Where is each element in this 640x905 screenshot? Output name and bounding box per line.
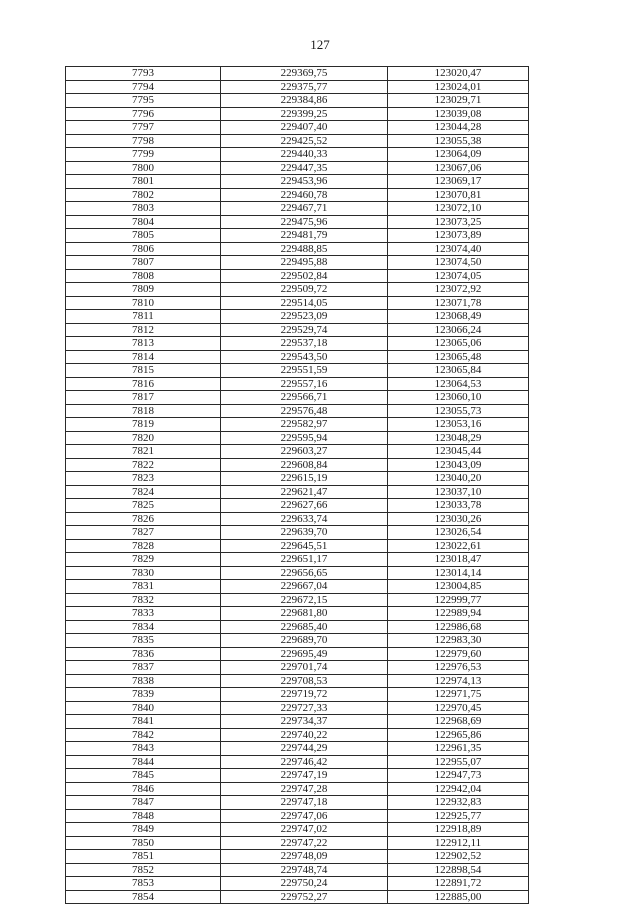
y-coordinate-cell: 122932,83 (388, 796, 529, 810)
point-number-cell: 7803 (66, 202, 221, 216)
y-coordinate-cell: 123053,16 (388, 418, 529, 432)
point-number-cell: 7812 (66, 323, 221, 337)
table-row (66, 782, 529, 796)
y-coordinate-cell: 123071,78 (388, 296, 529, 310)
coordinates-table (65, 66, 529, 904)
x-coordinate-cell: 229384,86 (221, 94, 388, 108)
table-row (66, 121, 529, 135)
x-coordinate-cell: 229603,27 (221, 445, 388, 459)
point-number-cell: 7802 (66, 188, 221, 202)
point-number-cell: 7801 (66, 175, 221, 189)
table-row (66, 94, 529, 108)
x-coordinate-cell: 229453,96 (221, 175, 388, 189)
table-row (66, 688, 529, 702)
y-coordinate-cell: 123073,89 (388, 229, 529, 243)
x-coordinate-cell: 229375,77 (221, 80, 388, 94)
point-number-cell: 7816 (66, 377, 221, 391)
table-row (66, 580, 529, 594)
point-number-cell: 7810 (66, 296, 221, 310)
table-row (66, 593, 529, 607)
y-coordinate-cell: 122986,68 (388, 620, 529, 634)
x-coordinate-cell: 229502,84 (221, 269, 388, 283)
point-number-cell: 7824 (66, 485, 221, 499)
point-number-cell: 7818 (66, 404, 221, 418)
y-coordinate-cell: 122970,45 (388, 701, 529, 715)
x-coordinate-cell: 229460,78 (221, 188, 388, 202)
table-row (66, 364, 529, 378)
x-coordinate-cell: 229747,18 (221, 796, 388, 810)
x-coordinate-cell: 229744,29 (221, 742, 388, 756)
x-coordinate-cell: 229701,74 (221, 661, 388, 675)
point-number-cell: 7842 (66, 728, 221, 742)
x-coordinate-cell: 229595,94 (221, 431, 388, 445)
y-coordinate-cell: 122955,07 (388, 755, 529, 769)
table-row (66, 890, 529, 904)
table-row (66, 445, 529, 459)
x-coordinate-cell: 229747,02 (221, 823, 388, 837)
x-coordinate-cell: 229695,49 (221, 647, 388, 661)
y-coordinate-cell: 123043,09 (388, 458, 529, 472)
x-coordinate-cell: 229627,66 (221, 499, 388, 513)
table-body (66, 67, 529, 904)
point-number-cell: 7852 (66, 863, 221, 877)
x-coordinate-cell: 229551,59 (221, 364, 388, 378)
y-coordinate-cell: 123014,14 (388, 566, 529, 580)
x-coordinate-cell: 229639,70 (221, 526, 388, 540)
y-coordinate-cell: 123039,08 (388, 107, 529, 121)
point-number-cell: 7796 (66, 107, 221, 121)
table-row (66, 391, 529, 405)
point-number-cell: 7827 (66, 526, 221, 540)
point-number-cell: 7804 (66, 215, 221, 229)
table-row (66, 566, 529, 580)
y-coordinate-cell: 123045,44 (388, 445, 529, 459)
table-row (66, 485, 529, 499)
point-number-cell: 7834 (66, 620, 221, 634)
table-row (66, 229, 529, 243)
x-coordinate-cell: 229656,65 (221, 566, 388, 580)
point-number-cell: 7849 (66, 823, 221, 837)
y-coordinate-cell: 123029,71 (388, 94, 529, 108)
x-coordinate-cell: 229481,79 (221, 229, 388, 243)
table-row (66, 526, 529, 540)
point-number-cell: 7799 (66, 148, 221, 162)
y-coordinate-cell: 122971,75 (388, 688, 529, 702)
table-row (66, 499, 529, 513)
point-number-cell: 7809 (66, 283, 221, 297)
y-coordinate-cell: 123069,17 (388, 175, 529, 189)
y-coordinate-cell: 122942,04 (388, 782, 529, 796)
y-coordinate-cell: 123026,54 (388, 526, 529, 540)
y-coordinate-cell: 122898,54 (388, 863, 529, 877)
point-number-cell: 7841 (66, 715, 221, 729)
point-number-cell: 7825 (66, 499, 221, 513)
page-number: 127 (310, 37, 330, 52)
x-coordinate-cell: 229537,18 (221, 337, 388, 351)
x-coordinate-cell: 229633,74 (221, 512, 388, 526)
point-number-cell: 7835 (66, 634, 221, 648)
point-number-cell: 7847 (66, 796, 221, 810)
x-coordinate-cell: 229615,19 (221, 472, 388, 486)
point-number-cell: 7794 (66, 80, 221, 94)
point-number-cell: 7832 (66, 593, 221, 607)
x-coordinate-cell: 229543,50 (221, 350, 388, 364)
table-row (66, 431, 529, 445)
table-row (66, 742, 529, 756)
y-coordinate-cell: 123055,73 (388, 404, 529, 418)
table-row (66, 836, 529, 850)
y-coordinate-cell: 123065,48 (388, 350, 529, 364)
y-coordinate-cell: 123064,53 (388, 377, 529, 391)
table-row (66, 350, 529, 364)
x-coordinate-cell: 229514,05 (221, 296, 388, 310)
point-number-cell: 7797 (66, 121, 221, 135)
y-coordinate-cell: 123020,47 (388, 67, 529, 81)
table-row (66, 283, 529, 297)
y-coordinate-cell: 122918,89 (388, 823, 529, 837)
x-coordinate-cell: 229748,09 (221, 850, 388, 864)
point-number-cell: 7850 (66, 836, 221, 850)
point-number-cell: 7843 (66, 742, 221, 756)
point-number-cell: 7808 (66, 269, 221, 283)
x-coordinate-cell: 229440,33 (221, 148, 388, 162)
y-coordinate-cell: 123004,85 (388, 580, 529, 594)
table-row (66, 161, 529, 175)
y-coordinate-cell: 122989,94 (388, 607, 529, 621)
table-row (66, 620, 529, 634)
y-coordinate-cell: 123072,10 (388, 202, 529, 216)
point-number-cell: 7820 (66, 431, 221, 445)
table-row (66, 256, 529, 270)
x-coordinate-cell: 229727,33 (221, 701, 388, 715)
point-number-cell: 7851 (66, 850, 221, 864)
point-number-cell: 7805 (66, 229, 221, 243)
table-row (66, 769, 529, 783)
point-number-cell: 7811 (66, 310, 221, 324)
x-coordinate-cell: 229719,72 (221, 688, 388, 702)
table-row (66, 809, 529, 823)
table-row (66, 188, 529, 202)
table-row (66, 107, 529, 121)
x-coordinate-cell: 229576,48 (221, 404, 388, 418)
x-coordinate-cell: 229621,47 (221, 485, 388, 499)
y-coordinate-cell: 122968,69 (388, 715, 529, 729)
table-row (66, 418, 529, 432)
table-row (66, 323, 529, 337)
table-row (66, 863, 529, 877)
x-coordinate-cell: 229425,52 (221, 134, 388, 148)
x-coordinate-cell: 229689,70 (221, 634, 388, 648)
table-row (66, 296, 529, 310)
point-number-cell: 7798 (66, 134, 221, 148)
point-number-cell: 7814 (66, 350, 221, 364)
table-row (66, 715, 529, 729)
y-coordinate-cell: 123065,84 (388, 364, 529, 378)
y-coordinate-cell: 123065,06 (388, 337, 529, 351)
y-coordinate-cell: 122999,77 (388, 593, 529, 607)
x-coordinate-cell: 229488,85 (221, 242, 388, 256)
table-row (66, 647, 529, 661)
x-coordinate-cell: 229685,40 (221, 620, 388, 634)
x-coordinate-cell: 229407,40 (221, 121, 388, 135)
y-coordinate-cell: 123060,10 (388, 391, 529, 405)
y-coordinate-cell: 123018,47 (388, 553, 529, 567)
y-coordinate-cell: 122965,86 (388, 728, 529, 742)
x-coordinate-cell: 229608,84 (221, 458, 388, 472)
x-coordinate-cell: 229582,97 (221, 418, 388, 432)
table-row (66, 823, 529, 837)
x-coordinate-cell: 229748,74 (221, 863, 388, 877)
table-row (66, 472, 529, 486)
table-row (66, 634, 529, 648)
x-coordinate-cell: 229645,51 (221, 539, 388, 553)
table-row (66, 67, 529, 81)
table-row (66, 553, 529, 567)
y-coordinate-cell: 122902,52 (388, 850, 529, 864)
point-number-cell: 7813 (66, 337, 221, 351)
y-coordinate-cell: 123074,05 (388, 269, 529, 283)
x-coordinate-cell: 229447,35 (221, 161, 388, 175)
table-row (66, 701, 529, 715)
table-row (66, 175, 529, 189)
point-number-cell: 7793 (66, 67, 221, 81)
point-number-cell: 7815 (66, 364, 221, 378)
x-coordinate-cell: 229740,22 (221, 728, 388, 742)
point-number-cell: 7845 (66, 769, 221, 783)
y-coordinate-cell: 123066,24 (388, 323, 529, 337)
table-row (66, 674, 529, 688)
y-coordinate-cell: 123044,28 (388, 121, 529, 135)
point-number-cell: 7807 (66, 256, 221, 270)
table-row (66, 337, 529, 351)
y-coordinate-cell: 123073,25 (388, 215, 529, 229)
x-coordinate-cell: 229734,37 (221, 715, 388, 729)
point-number-cell: 7828 (66, 539, 221, 553)
table-row (66, 310, 529, 324)
table-row (66, 607, 529, 621)
y-coordinate-cell: 122983,30 (388, 634, 529, 648)
x-coordinate-cell: 229566,71 (221, 391, 388, 405)
table-row (66, 269, 529, 283)
point-number-cell: 7821 (66, 445, 221, 459)
x-coordinate-cell: 229750,24 (221, 877, 388, 891)
table-row (66, 539, 529, 553)
y-coordinate-cell: 122961,35 (388, 742, 529, 756)
y-coordinate-cell: 123024,01 (388, 80, 529, 94)
y-coordinate-cell: 123030,26 (388, 512, 529, 526)
table-row (66, 404, 529, 418)
point-number-cell: 7830 (66, 566, 221, 580)
point-number-cell: 7840 (66, 701, 221, 715)
y-coordinate-cell: 123074,50 (388, 256, 529, 270)
x-coordinate-cell: 229557,16 (221, 377, 388, 391)
y-coordinate-cell: 123074,40 (388, 242, 529, 256)
x-coordinate-cell: 229467,71 (221, 202, 388, 216)
x-coordinate-cell: 229747,06 (221, 809, 388, 823)
point-number-cell: 7826 (66, 512, 221, 526)
y-coordinate-cell: 122885,00 (388, 890, 529, 904)
x-coordinate-cell: 229523,09 (221, 310, 388, 324)
y-coordinate-cell: 122891,72 (388, 877, 529, 891)
x-coordinate-cell: 229509,72 (221, 283, 388, 297)
point-number-cell: 7819 (66, 418, 221, 432)
table-row (66, 242, 529, 256)
y-coordinate-cell: 123068,49 (388, 310, 529, 324)
table-row (66, 877, 529, 891)
table-row (66, 215, 529, 229)
x-coordinate-cell: 229747,19 (221, 769, 388, 783)
x-coordinate-cell: 229667,04 (221, 580, 388, 594)
table-row (66, 80, 529, 94)
table-row (66, 377, 529, 391)
point-number-cell: 7846 (66, 782, 221, 796)
table-row (66, 512, 529, 526)
point-number-cell: 7831 (66, 580, 221, 594)
point-number-cell: 7853 (66, 877, 221, 891)
y-coordinate-cell: 123067,06 (388, 161, 529, 175)
x-coordinate-cell: 229529,74 (221, 323, 388, 337)
y-coordinate-cell: 122947,73 (388, 769, 529, 783)
x-coordinate-cell: 229708,53 (221, 674, 388, 688)
x-coordinate-cell: 229746,42 (221, 755, 388, 769)
y-coordinate-cell: 123040,20 (388, 472, 529, 486)
table-row (66, 134, 529, 148)
x-coordinate-cell: 229752,27 (221, 890, 388, 904)
y-coordinate-cell: 122979,60 (388, 647, 529, 661)
y-coordinate-cell: 123072,92 (388, 283, 529, 297)
point-number-cell: 7822 (66, 458, 221, 472)
y-coordinate-cell: 122976,53 (388, 661, 529, 675)
point-number-cell: 7854 (66, 890, 221, 904)
point-number-cell: 7836 (66, 647, 221, 661)
point-number-cell: 7806 (66, 242, 221, 256)
x-coordinate-cell: 229475,96 (221, 215, 388, 229)
point-number-cell: 7829 (66, 553, 221, 567)
y-coordinate-cell: 123033,78 (388, 499, 529, 513)
point-number-cell: 7800 (66, 161, 221, 175)
table-row (66, 661, 529, 675)
point-number-cell: 7838 (66, 674, 221, 688)
point-number-cell: 7848 (66, 809, 221, 823)
y-coordinate-cell: 123037,10 (388, 485, 529, 499)
table-row (66, 755, 529, 769)
point-number-cell: 7837 (66, 661, 221, 675)
y-coordinate-cell: 123055,38 (388, 134, 529, 148)
x-coordinate-cell: 229747,28 (221, 782, 388, 796)
table-row (66, 850, 529, 864)
y-coordinate-cell: 123022,61 (388, 539, 529, 553)
point-number-cell: 7817 (66, 391, 221, 405)
x-coordinate-cell: 229495,88 (221, 256, 388, 270)
table-row (66, 796, 529, 810)
table-row (66, 728, 529, 742)
point-number-cell: 7839 (66, 688, 221, 702)
x-coordinate-cell: 229651,17 (221, 553, 388, 567)
x-coordinate-cell: 229672,15 (221, 593, 388, 607)
x-coordinate-cell: 229399,25 (221, 107, 388, 121)
x-coordinate-cell: 229369,75 (221, 67, 388, 81)
table-row (66, 458, 529, 472)
y-coordinate-cell: 122974,13 (388, 674, 529, 688)
point-number-cell: 7795 (66, 94, 221, 108)
point-number-cell: 7823 (66, 472, 221, 486)
y-coordinate-cell: 123070,81 (388, 188, 529, 202)
coordinates-table-container (65, 66, 528, 904)
x-coordinate-cell: 229747,22 (221, 836, 388, 850)
y-coordinate-cell: 123048,29 (388, 431, 529, 445)
table-row (66, 148, 529, 162)
point-number-cell: 7844 (66, 755, 221, 769)
y-coordinate-cell: 122925,77 (388, 809, 529, 823)
point-number-cell: 7833 (66, 607, 221, 621)
table-row (66, 202, 529, 216)
y-coordinate-cell: 122912,11 (388, 836, 529, 850)
y-coordinate-cell: 123064,09 (388, 148, 529, 162)
x-coordinate-cell: 229681,80 (221, 607, 388, 621)
